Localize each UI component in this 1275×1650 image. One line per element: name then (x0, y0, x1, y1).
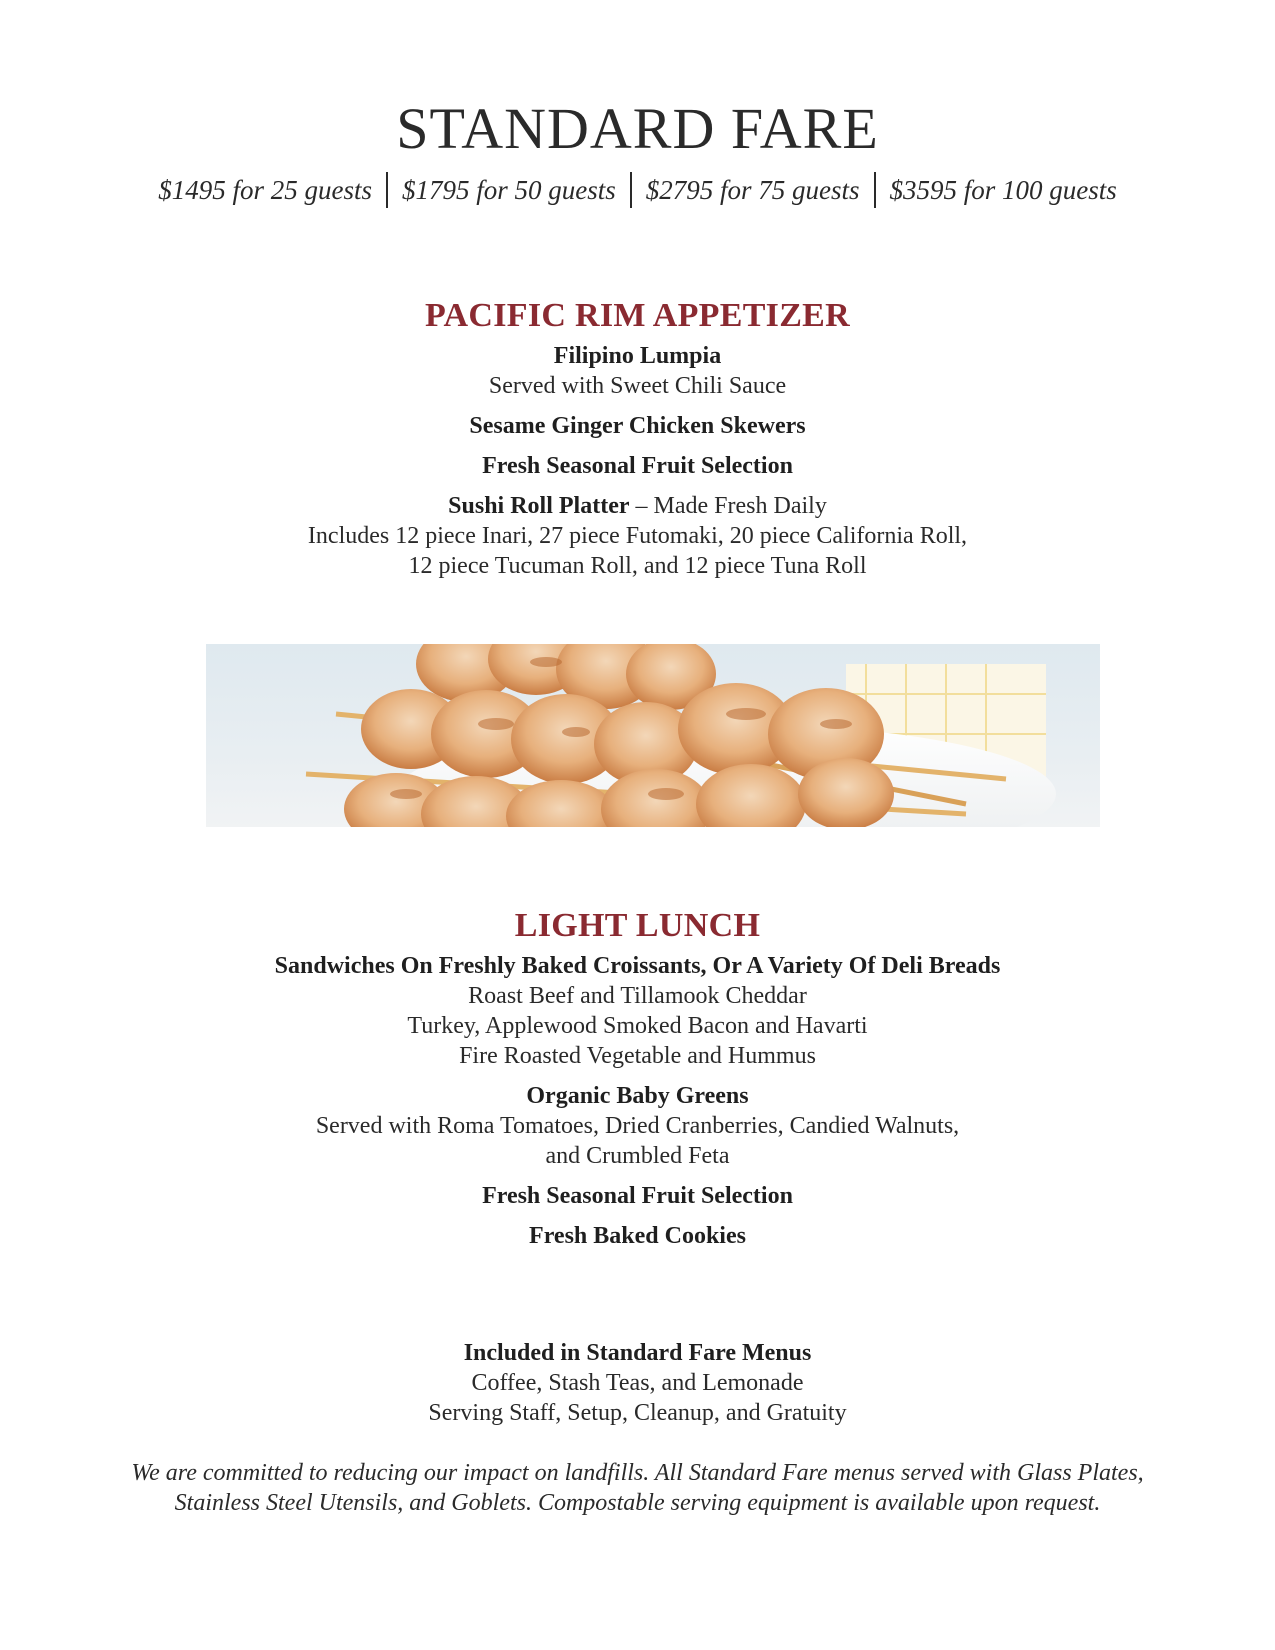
item-description: Turkey, Applewood Smoked Bacon and Havarti (407, 1013, 868, 1040)
item-name: Filipino Lumpia (553, 343, 722, 370)
note-line: We are committed to reducing our impact on landfills. All Standard Fare menus served with Glass Plates, (131, 1460, 1144, 1486)
menu-item (0, 341, 1275, 401)
included-line: Serving Staff, Setup, Cleanup, and Gratuity (428, 1400, 847, 1426)
item-inline-description: – Made Fresh Daily (629, 493, 827, 520)
item-name: Organic Baby Greens (526, 1083, 749, 1110)
price-tiers (0, 172, 1275, 208)
item-description: Includes 12 piece Inari, 27 piece Futomaki, 20 piece California Roll, (307, 523, 968, 550)
price-tier-50: $1795 for 50 guests (401, 174, 616, 205)
menu-item (0, 1081, 1275, 1171)
appetizer-section (0, 296, 1275, 591)
item-description: and Crumbled Feta (545, 1143, 730, 1170)
item-name: Sandwiches On Freshly Baked Croissants, Or A Variety Of Deli Breads (274, 953, 1001, 980)
included-section (0, 1338, 1275, 1428)
item-description: Fire Roasted Vegetable and Hummus (459, 1043, 816, 1070)
skewers-illustration (206, 644, 1100, 827)
price-tier-25: $1495 for 25 guests (158, 174, 372, 205)
appetizer-heading: PACIFIC RIM APPETIZER (424, 297, 851, 334)
item-name: Fresh Seasonal Fruit Selection (482, 1183, 793, 1210)
note-line: Stainless Steel Utensils, and Goblets. Compostable serving equipment is available upon request. (174, 1490, 1101, 1516)
item-name: Sesame Ginger Chicken Skewers (469, 413, 806, 440)
item-name-row (0, 491, 1275, 521)
menu-item (0, 491, 1275, 581)
item-description: 12 piece Tucuman Roll, and 12 piece Tuna Roll (408, 553, 867, 580)
item-description: Served with Sweet Chili Sauce (488, 373, 787, 400)
item-description: Roast Beef and Tillamook Cheddar (468, 983, 807, 1010)
price-tier-75: $2795 for 75 guests (645, 174, 860, 205)
included-line: Coffee, Stash Teas, and Lemonade (471, 1370, 804, 1396)
item-description: Served with Roma Tomatoes, Dried Cranberries, Candied Walnuts, (315, 1113, 960, 1140)
included-heading: Included in Standard Fare Menus (463, 1340, 812, 1366)
menu-item (0, 1221, 1275, 1251)
chicken-skewers-photo (206, 644, 1100, 827)
sustainability-note (60, 1458, 1215, 1518)
lunch-section (0, 906, 1275, 1261)
price-tier-100: $3595 for 100 guests (889, 174, 1117, 205)
page-title: STANDARD FARE (396, 96, 879, 161)
item-name: Fresh Baked Cookies (529, 1223, 746, 1250)
menu-item (0, 411, 1275, 441)
menu-item (0, 1181, 1275, 1211)
item-name: Sushi Roll Platter (448, 493, 630, 520)
item-name: Fresh Seasonal Fruit Selection (482, 453, 793, 480)
lunch-heading: LIGHT LUNCH (514, 907, 761, 944)
menu-item (0, 951, 1275, 1071)
menu-item (0, 451, 1275, 481)
